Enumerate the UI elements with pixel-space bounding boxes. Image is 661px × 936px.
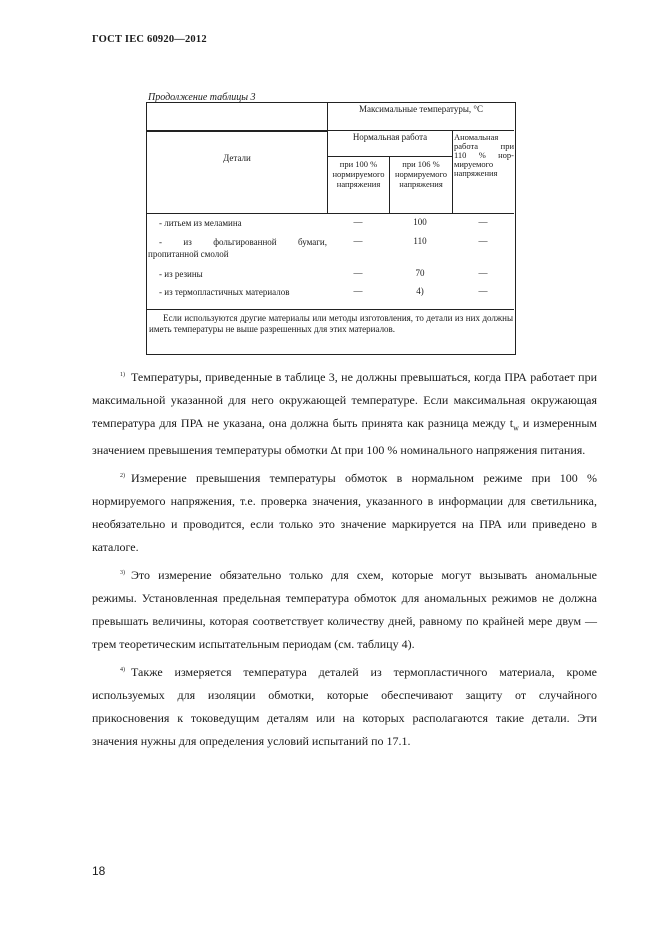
header-at-100-percent	[328, 159, 389, 189]
table-row-label: - из фольгированной бумаги,	[159, 237, 327, 247]
table-cell-106: 4)	[416, 286, 424, 296]
table-cell-106: 100	[413, 217, 427, 227]
table-caption: Продолжение таблицы 3	[148, 92, 256, 103]
header-normal-operation: Нормальная работа	[352, 132, 428, 142]
footnote-2	[92, 465, 597, 559]
table-row-label-continued: пропитанной смолой	[148, 249, 229, 259]
footnote-text: Также измеряется температура деталей из термопластичного материала, кроме используемых для изоляции обмотки, которые обеспечивают защиту от случайного прикосновения к токоведущим деталям или на которых располагаются такие детали. Эти значения нужны для определения условий испытаний по 17.1.	[92, 665, 597, 749]
footnote-4	[92, 659, 597, 753]
header-details: Детали	[223, 153, 251, 163]
document-header: ГОСТ IEC 60920—2012	[92, 34, 207, 45]
table-cell-100: —	[353, 217, 363, 227]
footnote-1	[92, 364, 597, 462]
header-abnormal-line: напряжения	[454, 168, 498, 178]
header-100-line: нормируемого	[332, 169, 385, 179]
footnote-3	[92, 562, 597, 656]
header-100-line: напряжения	[336, 179, 381, 189]
header-abnormal-line: Аномальная	[454, 132, 499, 142]
footnote-text: Это измерение обязательно только для схем, которые могут вызывать аномальные режимы. Установленная предельная температура обмоток для аномальных режимов не должна превышать величины, которая соответствует количеству дней, равному по крайней мере двум — трем теоретическим испытательным периодам (см. таблицу 4).	[92, 568, 597, 652]
table-cell-abnormal: —	[478, 236, 488, 246]
footnote-mark: 3)	[120, 570, 125, 577]
page-number: 18	[92, 864, 106, 878]
table-cell-100: —	[353, 286, 363, 296]
table-cell-100: —	[353, 236, 363, 246]
footnotes	[92, 364, 597, 753]
table-row-label: - из термопластичных материалов	[159, 287, 290, 297]
footnote-text-continued: и измеренным значением превышения температуры обмотки Δt при 100 % номинального напряжения питания.	[92, 416, 597, 458]
table-cell-106: 70	[415, 268, 425, 278]
footnote-subscript: w	[513, 423, 519, 433]
footnote-text: Измерение превышения температуры обмоток в нормальном режиме при 100 % нормируемого напряжения, т.е. проверка значения, указанного в информации для светильника, необязательно и проводится, если только это значение маркируется на ПРА или приведено в каталоге.	[92, 471, 597, 555]
table-note: Если используются другие материалы или методы изготовления, то детали из них должны иметь температуры не выше разрешенных для этих материалов.	[149, 313, 513, 334]
header-100-line: при 100 %	[339, 159, 378, 169]
table-cell-100: —	[353, 268, 363, 278]
temperature-table	[146, 102, 516, 355]
header-abnormal-operation	[454, 133, 514, 178]
table-cell-106: 110	[413, 236, 427, 246]
header-abnormal-line: работа при	[454, 141, 514, 151]
header-abnormal-line: 110 % нор-	[454, 150, 514, 160]
footnote-text: Температуры, приведенные в таблице 3, не должны превышаться, когда ПРА работает при максимальной указанной для него окружающей температуре. Если максимальная окружающая температура для ПРА не указана, она должна быть принята как разница между t	[92, 370, 597, 430]
table-row-label: - литьем из меламина	[159, 218, 242, 228]
header-max-temperature: Максимальные температуры, °C	[358, 104, 484, 114]
table-row-label: - из резины	[159, 269, 203, 279]
footnote-mark: 2)	[120, 473, 125, 480]
table-cell-abnormal: —	[478, 268, 488, 278]
table-cell-abnormal: —	[478, 217, 488, 227]
header-106-line: напряжения	[399, 179, 443, 189]
footnote-mark: 1)	[120, 372, 125, 378]
table-cell-abnormal: —	[478, 286, 488, 296]
header-at-106-percent	[390, 159, 452, 189]
header-abnormal-line: мируемого	[454, 159, 494, 169]
header-106-line: при 106 %	[402, 159, 440, 169]
footnote-mark: 4)	[120, 667, 125, 674]
header-106-line: нормируемого	[394, 169, 448, 179]
